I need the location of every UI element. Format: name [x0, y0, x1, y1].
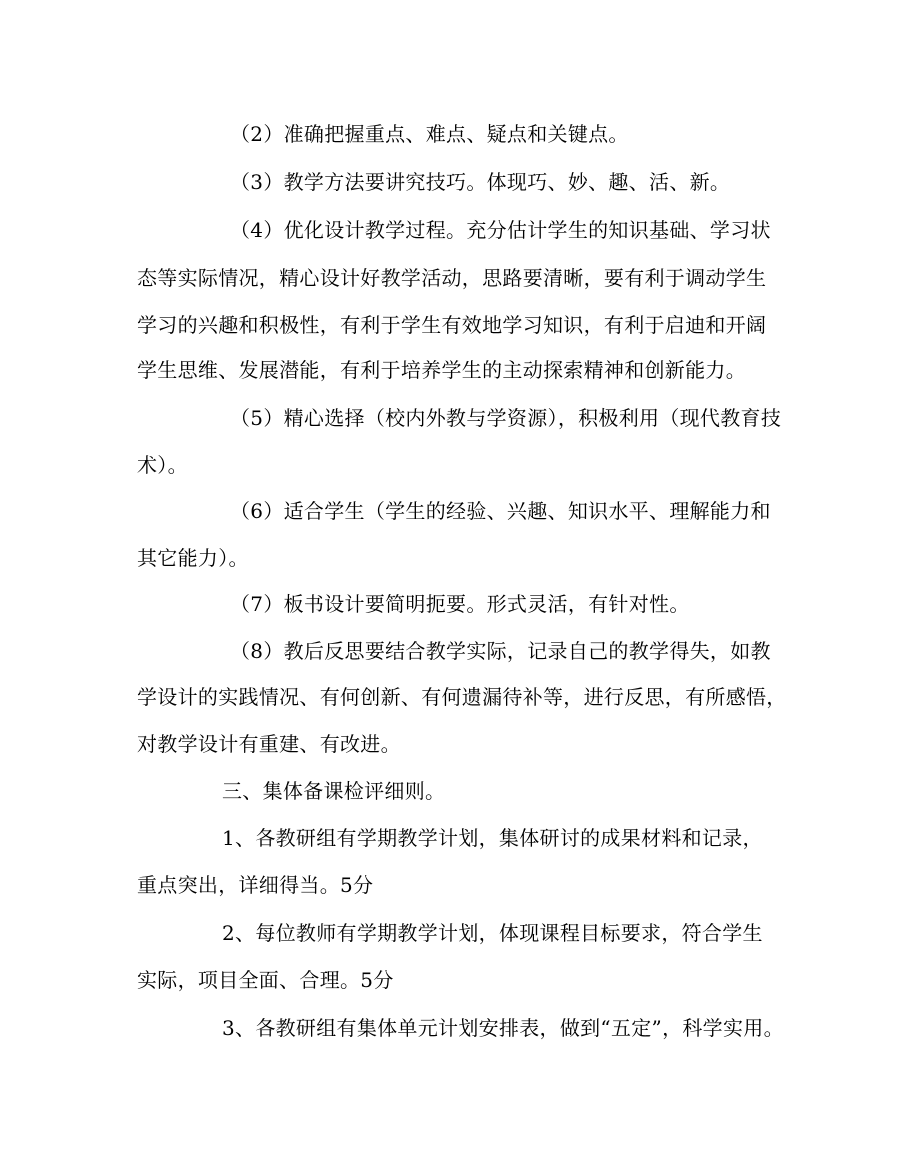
- text-line: 1、各教研组有学期教学计划，集体研讨的成果材料和记录，: [222, 826, 763, 850]
- text-line: 学设计的实践情况、有何创新、有何遗漏待补等，进行反思，有所感悟，: [137, 685, 787, 709]
- text-line: 3、各教研组有集体单元计划安排表，做到“五定”，科学实用。: [222, 1016, 784, 1040]
- text-line: 重点突出，详细得当。5分: [137, 873, 374, 897]
- text-line: 2、每位教师有学期教学计划，体现课程目标要求，符合学生: [222, 921, 763, 945]
- text-line: 学习的兴趣和积极性，有利于学生有效地学习知识，有利于启迪和开阔: [137, 313, 767, 337]
- text-line: （7）板书设计要简明扼要。形式灵活，有针对性。: [230, 592, 690, 616]
- text-line: 其它能力）。: [137, 546, 249, 570]
- text-line: （6）适合学生（学生的经验、兴趣、知识水平、理解能力和: [230, 499, 771, 523]
- section-heading: 三、集体备课检评细则。: [222, 779, 446, 803]
- text-line: （8）教后反思要结合教学实际，记录自己的教学得失，如教: [230, 639, 771, 663]
- text-line: 对教学设计有重建、有改进。: [137, 732, 401, 756]
- text-line: （4）优化设计教学过程。充分估计学生的知识基础、学习状: [230, 218, 771, 242]
- text-line: 术）。: [137, 453, 188, 477]
- text-line: 态等实际情况，精心设计好教学活动，思路要清晰，要有利于调动学生: [137, 266, 767, 290]
- text-line: （3）教学方法要讲究技巧。体现巧、妙、趣、活、新。: [230, 170, 731, 194]
- text-line: 实际，项目全面、合理。5分: [137, 968, 394, 992]
- text-line: （5）精心选择（校内外教与学资源），积极利用（现代教育技: [230, 406, 782, 430]
- text-line: 学生思维、发展潜能，有利于培养学生的主动探索精神和创新能力。: [137, 358, 746, 382]
- text-line: （2）准确把握重点、难点、疑点和关键点。: [230, 122, 629, 146]
